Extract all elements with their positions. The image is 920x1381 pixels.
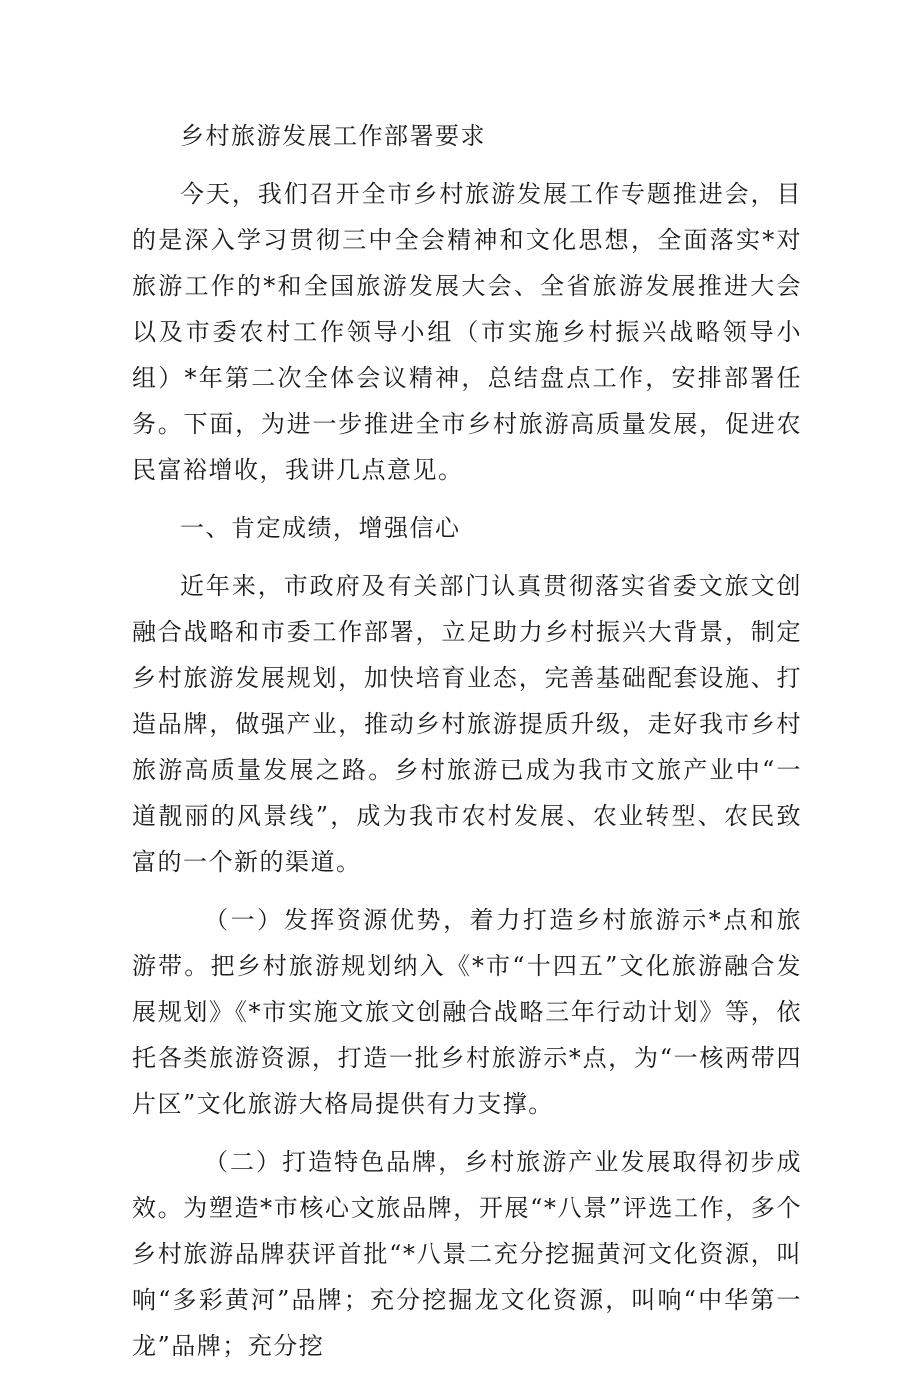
section-heading-1: 一、肯定成绩，增强信心 (180, 514, 461, 542)
paragraph-achievements: 近年来，市政府及有关部门认真贯彻落实省委文旅文创融合战略和市委工作部署，立足助力乡村振兴大背景，制定乡村旅游发展规划，加快培育业态，完善基础配套设施、打造品牌，做强产业，推动乡村旅游提质升级，走好我市乡村旅游高质量发展之路。乡村旅游已成为我市文旅产业中“一道靓丽的风景线”，成为我市农村发展、农业转型、农民致富的一个新的渠道。 (132, 572, 802, 876)
document-body (132, 113, 802, 1381)
subsection-1: （一）发挥资源优势，着力打造乡村旅游示*点和旅游带。把乡村旅游规划纳入《*市“十四五”文化旅游融合发展规划》《*市实施文旅文创融合战略三年行动计划》等，依托各类旅游资源，打造一批乡村旅游示*点，为“一核两带四片区”文化旅游大格局提供有力支撑。 (132, 906, 802, 1118)
paragraph-intro: 今天，我们召开全市乡村旅游发展工作专题推进会，目的是深入学习贯彻三中全会精神和文化思想，全面落实*对旅游工作的*和全国旅游发展大会、全省旅游发展推进大会以及市委农村工作领导小组（市实施乡村振兴战略领导小组）*年第二次全体会议精神，总结盘点工作，安排部署任务。下面，为进一步推进全市乡村旅游高质量发展，促进农民富裕增收，我讲几点意见。 (132, 180, 802, 484)
subsection-2: （二）打造特色品牌，乡村旅游产业发展取得初步成效。为塑造*市核心文旅品牌，开展“*八景”评选工作，多个乡村旅游品牌获评首批“*八景二充分挖掘黄河文化资源，叫响“多彩黄河”品牌；充分挖掘龙文化资源，叫响“中华第一龙”品牌；充分挖 (132, 1148, 802, 1360)
document-title: 乡村旅游发展工作部署要求 (180, 122, 486, 150)
